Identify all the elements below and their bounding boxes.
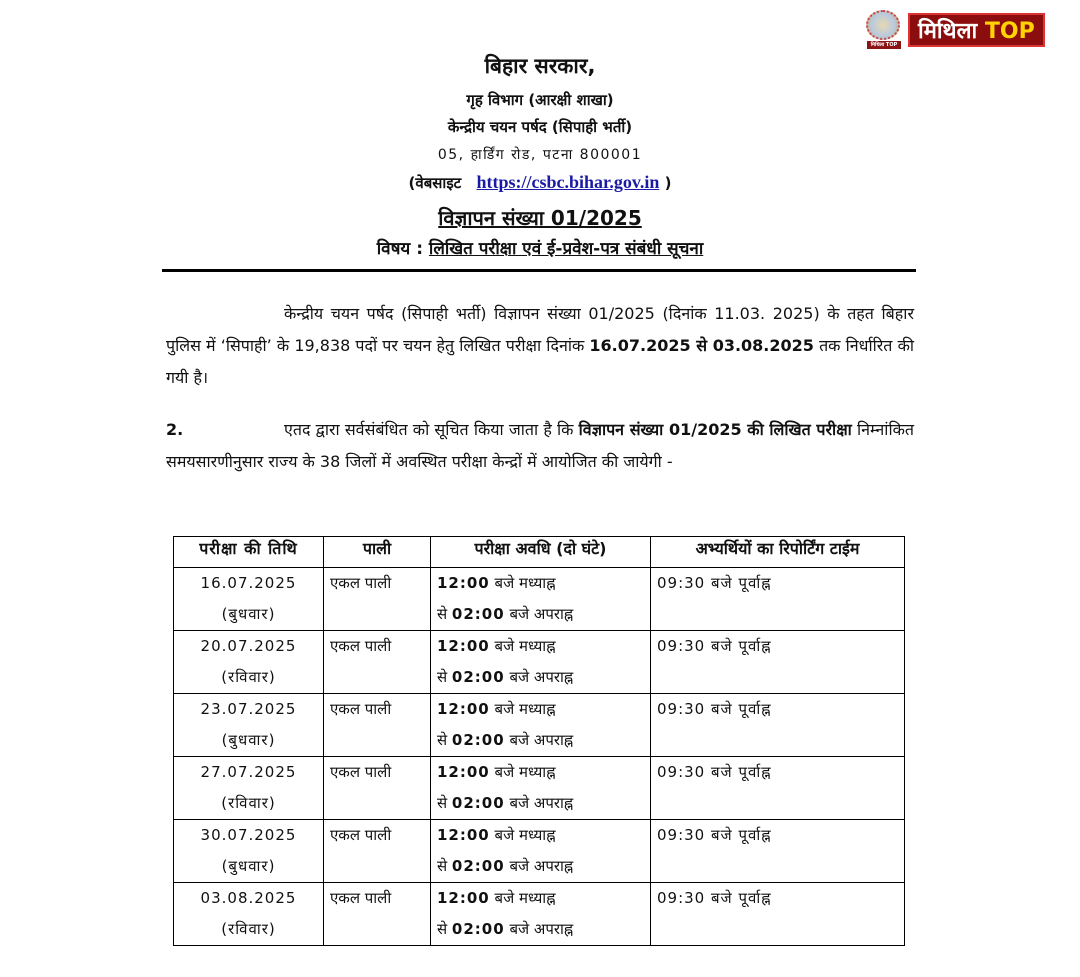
advertisement-number xyxy=(0,204,1080,231)
from-label: से xyxy=(437,857,448,875)
para2-text-a: एतद द्वारा सर्वसंबंधित को सूचित किया जाता है कि xyxy=(284,420,574,439)
cell-date xyxy=(174,568,324,631)
website-label: (वेबसाइट xyxy=(408,174,462,192)
site-logo xyxy=(866,10,1045,50)
end-time: 02:00 xyxy=(451,605,505,623)
start-label: बजे मध्याह्न xyxy=(494,763,556,781)
start-label: बजे मध्याह्न xyxy=(494,826,556,844)
cell-shift: एकल पाली xyxy=(324,694,431,757)
subject-label: विषय : xyxy=(376,239,423,259)
para1-text-a: केन्द्रीय चयन पर्षद (सिपाही भर्ती) विज्ञापन संख्या 01/2025 (दिनांक 11.03. 2025) के तहत बिहार पुलिस में ‘सिपाही’ के 19,838 पदों पर चयन हेतु लिखित परीक्षा दिनांक xyxy=(166,304,914,355)
board-name: केन्द्रीय चयन पर्षद (सिपाही भर्ती) xyxy=(447,118,633,136)
emblem-icon xyxy=(866,10,902,50)
cell-date xyxy=(174,694,324,757)
end-time: 02:00 xyxy=(451,731,505,749)
day: (रविवार) xyxy=(221,668,276,686)
day: (बुधवार) xyxy=(221,605,276,623)
from-label: से xyxy=(437,920,448,938)
end-time: 02:00 xyxy=(451,857,505,875)
para1-text-b: तक निर्धारित की गयी है। xyxy=(166,336,914,387)
brand-top: TOP xyxy=(984,19,1035,44)
date: 20.07.2025 xyxy=(200,637,297,655)
govt-title: बिहार सरकार, xyxy=(484,54,596,78)
end-label: बजे अपराह्न xyxy=(509,920,574,938)
brand-hindi: मिथिला xyxy=(918,19,978,44)
day: (रविवार) xyxy=(221,794,276,812)
cell-date xyxy=(174,757,324,820)
brand-banner xyxy=(908,13,1045,47)
end-time: 02:00 xyxy=(451,668,505,686)
cell-reporting: 09:30 बजे पूर्वाह्न xyxy=(651,883,905,946)
start-time: 12:00 xyxy=(437,700,490,718)
cell-date xyxy=(174,820,324,883)
address: 05, हार्डिंग रोड, पटना 800001 xyxy=(437,147,643,163)
date: 27.07.2025 xyxy=(200,763,297,781)
start-time: 12:00 xyxy=(437,889,490,907)
cell-reporting: 09:30 बजे पूर्वाह्न xyxy=(651,631,905,694)
cell-reporting: 09:30 बजे पूर्वाह्न xyxy=(651,820,905,883)
header-shift: पाली xyxy=(324,537,431,568)
divider xyxy=(162,269,916,272)
header-date: परीक्षा की तिथि xyxy=(174,537,324,568)
from-label: से xyxy=(437,605,448,623)
from-label: से xyxy=(437,731,448,749)
cell-duration xyxy=(431,694,651,757)
start-time: 12:00 xyxy=(437,574,490,592)
subject-line xyxy=(0,236,1080,259)
header-duration: परीक्षा अवधि (दो घंटे) xyxy=(431,537,651,568)
table-row xyxy=(174,694,905,757)
end-time: 02:00 xyxy=(451,920,505,938)
cell-reporting: 09:30 बजे पूर्वाह्न xyxy=(651,694,905,757)
table-row xyxy=(174,757,905,820)
website-line xyxy=(0,172,1080,193)
end-label: बजे अपराह्न xyxy=(509,794,574,812)
date: 16.07.2025 xyxy=(200,574,297,592)
paragraph-1 xyxy=(166,298,914,394)
para2-text-b: निम्नांकित समयसारणीनुसार राज्य के 38 जिलों में अवस्थित परीक्षा केन्द्रों में आयोजित की जायेगी - xyxy=(166,420,914,471)
website-close: ) xyxy=(664,174,672,192)
department: गृह विभाग (आरक्षी शाखा) xyxy=(466,91,614,109)
para2-number: 2. xyxy=(166,420,184,439)
table-row xyxy=(174,568,905,631)
cell-reporting: 09:30 बजे पूर्वाह्न xyxy=(651,757,905,820)
end-label: बजे अपराह्न xyxy=(509,857,574,875)
start-label: बजे मध्याह्न xyxy=(494,574,556,592)
start-time: 12:00 xyxy=(437,637,490,655)
cell-shift: एकल पाली xyxy=(324,631,431,694)
cell-duration xyxy=(431,757,651,820)
start-label: बजे मध्याह्न xyxy=(494,700,556,718)
exam-schedule-table xyxy=(173,536,905,946)
cell-duration xyxy=(431,568,651,631)
end-label: बजे अपराह्न xyxy=(509,605,574,623)
cell-reporting: 09:30 बजे पूर्वाह्न xyxy=(651,568,905,631)
end-time: 02:00 xyxy=(451,794,505,812)
cell-duration xyxy=(431,820,651,883)
cell-duration xyxy=(431,883,651,946)
para1-dates: 16.07.2025 से 03.08.2025 xyxy=(589,336,814,355)
day: (बुधवार) xyxy=(221,857,276,875)
website-link[interactable]: https://csbc.bihar.gov.in xyxy=(476,172,660,192)
table-row xyxy=(174,631,905,694)
subject-text: लिखित परीक्षा एवं ई-प्रवेश-पत्र संबंधी सूचना xyxy=(428,239,704,259)
table-header-row xyxy=(174,537,905,568)
cell-shift: एकल पाली xyxy=(324,883,431,946)
adv-no-text: विज्ञापन संख्या 01/2025 xyxy=(438,206,642,230)
date: 03.08.2025 xyxy=(200,889,297,907)
from-label: से xyxy=(437,794,448,812)
paragraph-2 xyxy=(166,414,914,478)
cell-shift: एकल पाली xyxy=(324,820,431,883)
table-row xyxy=(174,820,905,883)
cell-shift: एकल पाली xyxy=(324,757,431,820)
cell-shift: एकल पाली xyxy=(324,568,431,631)
end-label: बजे अपराह्न xyxy=(509,668,574,686)
day: (रविवार) xyxy=(221,920,276,938)
cell-date xyxy=(174,631,324,694)
from-label: से xyxy=(437,668,448,686)
day: (बुधवार) xyxy=(221,731,276,749)
header-reporting: अभ्यर्थियों का रिपोर्टिंग टाईम xyxy=(651,537,905,568)
start-time: 12:00 xyxy=(437,763,490,781)
start-time: 12:00 xyxy=(437,826,490,844)
para2-bold: विज्ञापन संख्या 01/2025 की लिखित परीक्षा xyxy=(578,420,852,439)
end-label: बजे अपराह्न xyxy=(509,731,574,749)
table-row xyxy=(174,883,905,946)
emblem-label: मिथिला TOP xyxy=(867,41,901,49)
date: 30.07.2025 xyxy=(200,826,297,844)
start-label: बजे मध्याह्न xyxy=(494,637,556,655)
cell-date xyxy=(174,883,324,946)
date: 23.07.2025 xyxy=(200,700,297,718)
cell-duration xyxy=(431,631,651,694)
start-label: बजे मध्याह्न xyxy=(494,889,556,907)
